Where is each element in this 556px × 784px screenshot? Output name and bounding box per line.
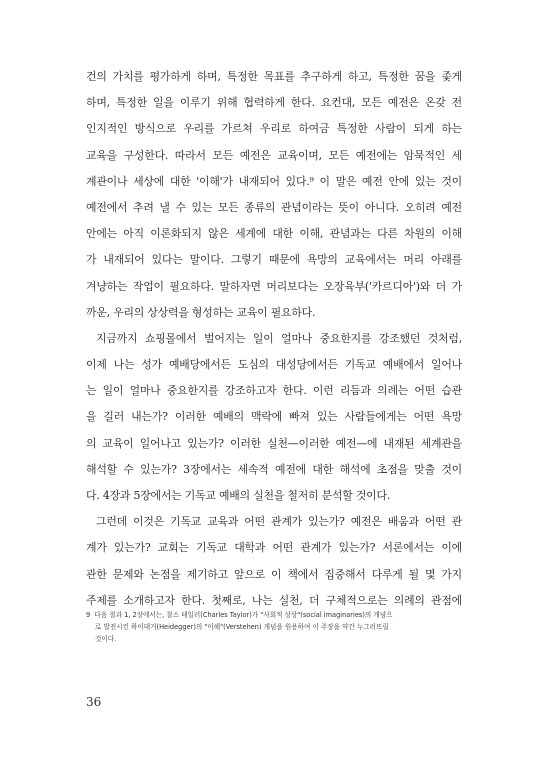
footnote [86, 609, 462, 646]
body-line: 그런데 이것은 기독교 교육과 어떤 관계가 있는가? 예전은 배움과 어떤 관 [96, 515, 462, 529]
body-line: 을 길러 내는가? 이러한 예배의 맥락에 빠져 있는 사람들에게는 어떤 욕망 [86, 410, 462, 424]
body-line: 지금까지 쇼핑몰에서 벌어지는 일이 얼마나 중요한지를 강조했던 것처럼, [96, 331, 462, 345]
body-line: 이제 나는 성가 예배당에서든 도심의 대성당에서든 기독교 예배에서 일어나 [86, 358, 462, 372]
body-text [86, 64, 462, 614]
body-line: 하며, 특정한 일을 이루기 위해 협력하게 한다. 요컨대, 모든 예전은 온갖 전 [86, 96, 462, 110]
body-line: 교육을 구성한다. 따라서 모든 예전은 교육이며, 모든 예전에는 암묵적인 세 [86, 148, 462, 162]
body-line: 안에는 아직 이론화되지 않은 세계에 대한 이해, 관념과는 다른 차원의 이해 [86, 227, 462, 241]
footnote-line: 로 발전시킨 하이데거(Heidegger)의 "이해"(Verstehen) 개념을 원용하여 이 주장을 약간 누그러뜨릴 [95, 623, 389, 632]
body-line: 관한 문제와 논점을 제기하고 앞으로 이 책에서 집중해서 다루게 될 몇 가지 [86, 567, 462, 581]
body-line: 겨냥하는 작업이 필요하다. 말하자면 머리보다는 오장육부('카르디아')와 더 가 [86, 279, 462, 293]
body-line: 가 내재되어 있다는 말이다. 그렇기 때문에 욕망의 교육에서는 머리 아래를 [86, 253, 462, 267]
body-line: 예전에서 추려 낼 수 있는 모든 종류의 관념이라는 뜻이 아니다. 오히려 예전 [86, 200, 462, 214]
body-line: 건의 가치를 평가하게 하며, 특정한 목표를 추구하게 하고, 특정한 꿈을 좇게 [86, 70, 462, 83]
page-number: 36 [86, 695, 102, 709]
body-line: 의 교육이 일어나고 있는가? 이러한 실천—이러한 예전—에 내재된 세계관을 [86, 436, 462, 450]
footnote-line [86, 609, 462, 621]
footnote-marker: 9 [86, 611, 91, 619]
body-line: 주제를 소개하고자 한다. 첫째로, 나는 실천, 더 구체적으로는 의례의 관점에 [86, 593, 462, 607]
body-line: 계가 있는가? 교회는 기독교 대학과 어떤 관계가 있는가? 서론에서는 이에 [86, 541, 462, 555]
footnote-line: 것이다. [95, 635, 117, 644]
footnote-text: 다음 절과 1, 2장에서는, 찰스 테일러(Charles Taylor)가 "사회적 상상"(social imaginaries)의 개념으 [94, 611, 393, 619]
body-line: 는 일이 얼마나 중요한지를 강조하고자 한다. 이런 리듬과 의례는 어떤 습관 [86, 384, 462, 398]
body-line: 까운, 우리의 상상력을 형성하는 교육이 필요하다. [86, 305, 316, 319]
body-line: 계관이나 세상에 대한 '이해'가 내재되어 있다.⁹ 이 말은 예전 안에 있는 것이 [86, 174, 462, 188]
body-line: 다. 4장과 5장에서는 기독교 예배의 실천을 철저히 분석할 것이다. [86, 489, 391, 502]
body-line: 해석할 수 있는가? 3장에서는 세속적 예전에 대한 해석에 초점을 맞출 것이 [86, 462, 462, 476]
body-line: 인지적인 방식으로 우리를 가르쳐 우리로 하여금 특정한 사람이 되게 하는 [86, 122, 462, 136]
